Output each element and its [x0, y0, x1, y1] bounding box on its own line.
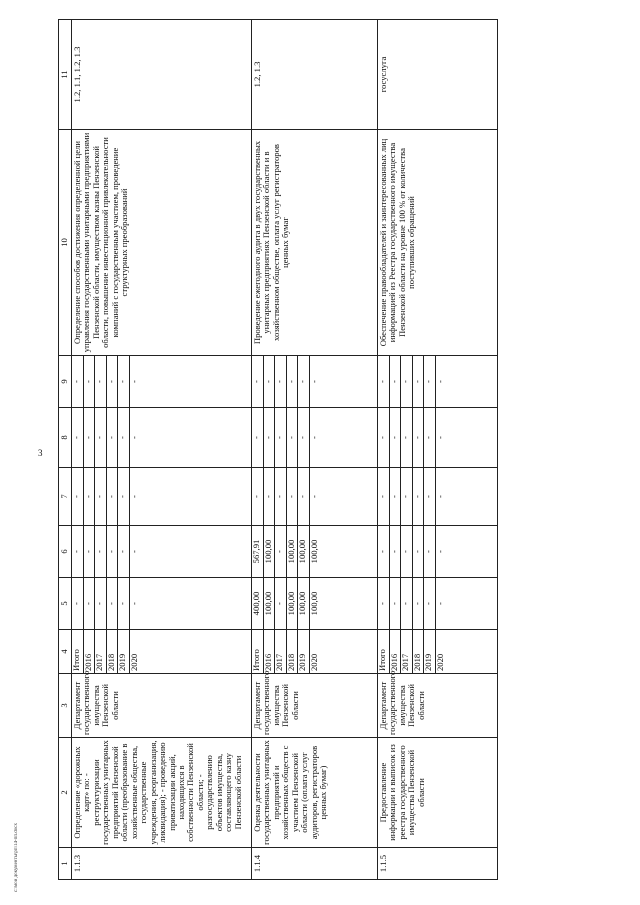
- header-cell: 1: [59, 848, 72, 880]
- sub-cell: -: [106, 578, 118, 629]
- sub-cell: -: [378, 408, 389, 467]
- sub-cell: -: [72, 526, 83, 577]
- value-col-7: [378, 468, 498, 526]
- sub-cell: -: [424, 578, 436, 629]
- sub-cell: -: [252, 356, 263, 407]
- sub-cell: -: [83, 356, 95, 407]
- sub-cell: -: [434, 602, 445, 605]
- sub-cell: -: [389, 526, 401, 577]
- sub-cell: 567,91: [252, 526, 263, 577]
- sub-cell: Итого: [252, 630, 263, 673]
- measure-name: Определение «дорожных карт» по: - реструктуризации государственных унитарных предприятий Пензенской области (преобразование в хозяйственные общества, государственные учреждения, реорганизация, ликвидация); - проведению приватизации акций, находящихся в собственности Пензенской области; - разгосударствлению объектов имущества, составляющего казну Пензенской области: [72, 738, 252, 848]
- sub-cell: -: [434, 436, 445, 439]
- years-cell: [378, 630, 498, 674]
- sub-cell: -: [308, 380, 319, 383]
- sub-cell: -: [118, 408, 130, 467]
- sub-cell: -: [401, 468, 413, 525]
- sub-cell: -: [72, 578, 83, 629]
- sub-cell: -: [412, 578, 424, 629]
- sub-cell: -: [401, 408, 413, 467]
- sub-cell: -: [401, 578, 413, 629]
- sub-cell: -: [412, 468, 424, 525]
- sub-cell: 100,00: [286, 526, 298, 577]
- sub-cell: 2017: [275, 630, 287, 673]
- value-col-5: [378, 578, 498, 630]
- sub-cell: -: [378, 468, 389, 525]
- sub-cell: -: [128, 436, 139, 439]
- sub-cell: -: [308, 495, 319, 498]
- sub-cell: -: [118, 578, 130, 629]
- sub-cell: 100,00: [298, 526, 310, 577]
- value-col-7: [252, 468, 378, 526]
- sub-cell: -: [118, 356, 130, 407]
- executor: Департамент государственного имущества Пензенской области: [378, 674, 498, 738]
- sub-cell: -: [275, 408, 287, 467]
- sub-cell: -: [275, 526, 287, 577]
- sub-cell: -: [434, 380, 445, 383]
- sub-cell: 2018: [106, 630, 118, 673]
- footer-path: c:\мои документы\рп\14-пп.docx: [14, 823, 19, 892]
- sub-cell: -: [252, 468, 263, 525]
- expected-result: Обеспечение правообладателей и заинтересованных лиц информацией из Реестра государственного имущества Пензенской области на уровне 100 % от количества поступивших обращений: [378, 130, 498, 356]
- sub-cell: -: [128, 602, 139, 605]
- indicator-link: 1.2, 1.1, 1.2, 1.3: [72, 20, 252, 130]
- sub-cell: 100,00: [263, 526, 275, 577]
- sub-cell: -: [72, 468, 83, 525]
- sub-cell: -: [118, 468, 130, 525]
- program-measures-table: [58, 19, 498, 880]
- value-col-5: [252, 578, 378, 630]
- sub-cell: 100,00: [298, 578, 310, 629]
- sub-cell: -: [275, 578, 287, 629]
- years-cell: [72, 630, 252, 674]
- sub-cell: -: [83, 468, 95, 525]
- header-cell: 10: [59, 130, 72, 356]
- value-col-6: [378, 526, 498, 578]
- sub-cell: -: [128, 550, 139, 553]
- sub-cell: 2019: [424, 630, 436, 673]
- sub-cell: 100,00: [308, 591, 319, 616]
- sub-cell: -: [389, 356, 401, 407]
- sub-cell: -: [72, 356, 83, 407]
- sub-cell: -: [424, 408, 436, 467]
- value-col-9: [252, 356, 378, 408]
- sub-cell: 2018: [412, 630, 424, 673]
- sub-cell: 2020: [308, 653, 319, 671]
- years-cell: [252, 630, 378, 674]
- sub-cell: -: [298, 356, 310, 407]
- indicator-link: 1.2, 1.3: [252, 20, 378, 130]
- header-cell: 6: [59, 526, 72, 578]
- sub-cell: 2019: [118, 630, 130, 673]
- sub-cell: 2016: [263, 630, 275, 673]
- sub-cell: -: [106, 526, 118, 577]
- sub-cell: Итого: [72, 630, 83, 673]
- sub-cell: -: [412, 408, 424, 467]
- sub-cell: 2019: [298, 630, 310, 673]
- sub-cell: -: [263, 408, 275, 467]
- sub-cell: Итого: [378, 630, 389, 673]
- table-row: [72, 20, 252, 880]
- sub-cell: -: [434, 550, 445, 553]
- sub-cell: -: [95, 468, 107, 525]
- expected-result: Проведение ежегодного аудита в двух государственных унитарных предприятиях Пензенской области и в хозяйственном обществе, оплата услуг регистраторов ценных бумаг: [252, 130, 378, 356]
- header-cell: 9: [59, 356, 72, 408]
- sub-cell: -: [95, 356, 107, 407]
- sub-cell: -: [106, 356, 118, 407]
- sub-cell: -: [106, 408, 118, 467]
- executor: Департамент государственного имущества Пензенской области: [252, 674, 378, 738]
- sub-cell: -: [83, 526, 95, 577]
- sub-cell: -: [275, 356, 287, 407]
- value-col-5: [72, 578, 252, 630]
- sub-cell: 400,00: [252, 578, 263, 629]
- sub-cell: -: [308, 436, 319, 439]
- header-cell: 7: [59, 468, 72, 526]
- header-cell: 8: [59, 408, 72, 468]
- sub-cell: -: [263, 356, 275, 407]
- header-cell: 2: [59, 738, 72, 848]
- sub-cell: -: [412, 356, 424, 407]
- sub-cell: 2016: [83, 630, 95, 673]
- sub-cell: -: [118, 526, 130, 577]
- sub-cell: -: [72, 408, 83, 467]
- header-cell: 11: [59, 20, 72, 130]
- sub-cell: -: [95, 526, 107, 577]
- sub-cell: -: [286, 356, 298, 407]
- sub-cell: -: [263, 468, 275, 525]
- sub-cell: -: [434, 495, 445, 498]
- measure-name: Предоставление информации и выписок из реестра государственного имущества Пензенской области: [378, 738, 498, 848]
- sub-cell: -: [389, 468, 401, 525]
- sub-cell: 2016: [389, 630, 401, 673]
- value-col-6: [72, 526, 252, 578]
- sub-cell: -: [83, 408, 95, 467]
- sub-cell: -: [401, 526, 413, 577]
- header-cell: 3: [59, 674, 72, 738]
- sub-cell: 2020: [128, 653, 139, 671]
- sub-cell: 2017: [95, 630, 107, 673]
- sub-cell: -: [275, 468, 287, 525]
- sub-cell: -: [389, 408, 401, 467]
- sub-cell: -: [412, 526, 424, 577]
- sub-cell: -: [378, 578, 389, 629]
- value-col-9: [72, 356, 252, 408]
- sub-cell: -: [286, 408, 298, 467]
- executor: Департамент государственного имущества Пензенской области: [72, 674, 252, 738]
- table-row: [378, 20, 498, 880]
- sub-cell: -: [128, 495, 139, 498]
- row-number: 1.1.3: [72, 848, 252, 880]
- sub-cell: -: [298, 408, 310, 467]
- sub-cell: -: [389, 578, 401, 629]
- sub-cell: 2017: [401, 630, 413, 673]
- header-row: [59, 20, 72, 880]
- sub-cell: -: [401, 356, 413, 407]
- value-col-8: [72, 408, 252, 468]
- header-cell: 5: [59, 578, 72, 630]
- sub-cell: -: [424, 356, 436, 407]
- value-col-8: [252, 408, 378, 468]
- rotated-table-wrapper: [58, 20, 583, 880]
- sub-cell: -: [106, 468, 118, 525]
- sub-cell: 100,00: [263, 578, 275, 629]
- row-number: 1.1.4: [252, 848, 378, 880]
- sub-cell: -: [128, 380, 139, 383]
- row-number: 1.1.5: [378, 848, 498, 880]
- sub-cell: -: [83, 578, 95, 629]
- page-number: 3: [38, 448, 43, 458]
- sub-cell: 100,00: [286, 578, 298, 629]
- sub-cell: -: [424, 526, 436, 577]
- sub-cell: -: [378, 526, 389, 577]
- value-col-8: [378, 408, 498, 468]
- sub-cell: 2020: [434, 653, 445, 671]
- header-cell: 4: [59, 630, 72, 674]
- table-row: [252, 20, 378, 880]
- value-col-6: [252, 526, 378, 578]
- expected-result: Определение способов достижения определенной цели управления государственными унитарными предприятиями Пензенской области, имуществом казны Пензенской области, повышение инвестиционной привлекательности компаний с государственным участием, проведение структурных преобразований: [72, 130, 252, 356]
- value-col-9: [378, 356, 498, 408]
- measure-name: Оценка деятельности государственных унитарных предприятий и хозяйственных обществ с участием Пензенской области (оплата услуг аудиторов, регистраторов ценных бумаг): [252, 738, 378, 848]
- indicator-link: госуслуга: [378, 20, 498, 130]
- sub-cell: -: [286, 468, 298, 525]
- table-body: [72, 20, 498, 880]
- sub-cell: -: [424, 468, 436, 525]
- sub-cell: -: [378, 356, 389, 407]
- sub-cell: 100,00: [308, 539, 319, 564]
- sub-cell: 2018: [286, 630, 298, 673]
- sub-cell: -: [298, 468, 310, 525]
- sub-cell: -: [95, 408, 107, 467]
- sub-cell: -: [95, 578, 107, 629]
- sub-cell: -: [252, 408, 263, 467]
- value-col-7: [72, 468, 252, 526]
